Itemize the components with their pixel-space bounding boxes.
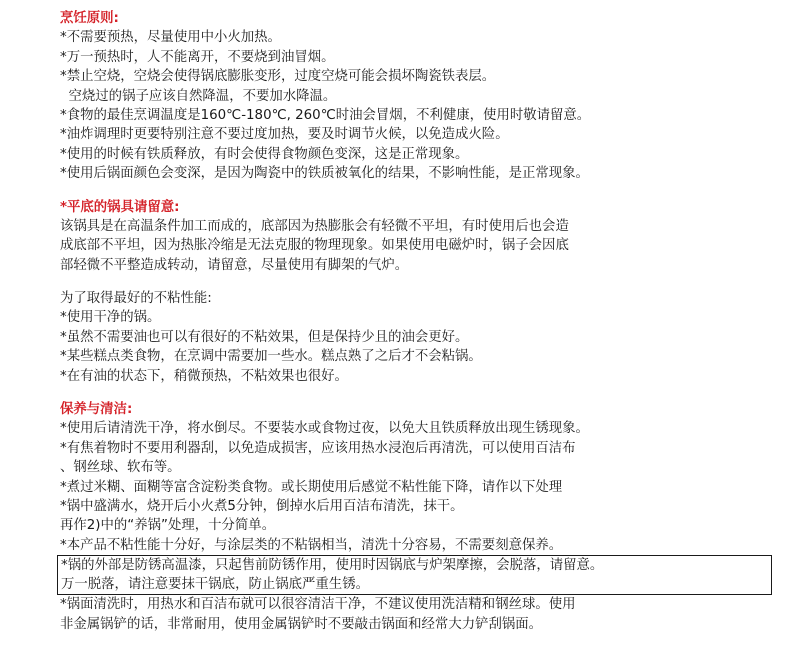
section-gap <box>60 275 780 289</box>
text-line: 万一脱落，请注意要抹干锅底，防止锅底严重生锈。 <box>61 577 369 593</box>
text-line: *在有油的状态下，稍微预热，不粘效果也很好。 <box>60 368 348 384</box>
text-line: 部轻微不平整造成转动，请留意，尽量使用有脚架的气炉。 <box>60 257 409 273</box>
text-line: *本产品不粘性能十分好，与涂层类的不粘锅相当，清洗十分容易，不需要刻意保养。 <box>60 537 563 553</box>
text-line: *锅的外部是防锈高温漆，只起售前防锈作用，使用时因锅底与炉架摩擦，会脱落，请留意。 <box>61 558 604 574</box>
text-line: *不需要预热，尽量使用中小火加热。 <box>60 30 281 46</box>
section-title: 烹饪原则: <box>60 11 119 26</box>
section-gap <box>60 386 780 400</box>
text-line: 成底部不平坦，因为热胀冷缩是无法克服的物理现象。如果使用电磁炉时，锅子会因底 <box>60 238 569 254</box>
text-line: *油炸调理时更要特别注意不要过度加热，要及时调节火候，以免造成火险。 <box>60 127 509 143</box>
text-line: 空烧过的锅子应该自然降温，不要加水降温。 <box>60 88 337 104</box>
section-care-cleaning <box>60 400 780 634</box>
text-line: 、钢丝球、软布等。 <box>60 460 181 476</box>
text-line: 再作2)中的“养锅”处理，十分简单。 <box>60 518 276 534</box>
text-line: *禁止空烧，空烧会使得锅底膨胀变形，过度空烧可能会损坏陶瓷铁表层。 <box>60 69 496 85</box>
section-cooking-principles <box>60 9 780 184</box>
text-line: *使用后请清洗干净，将水倒尽。不要装水或食物过夜，以免大且铁质释放出现生锈现象。 <box>60 421 589 437</box>
text-line: *煮过米糊、面糊等富含淀粉类食物。或长期使用后感觉不粘性能下降，请作以下处理 <box>60 479 563 495</box>
text-line: *锅中盛满水，烧开后小火煮5分钟，倒掉水后用百洁布清洗，抹干。 <box>60 498 464 514</box>
instructions-document <box>60 9 780 634</box>
text-line: *使用干净的锅。 <box>60 310 161 326</box>
text-line: 非金属锅铲的话，非常耐用，使用金属锅铲时不要敲击锅面和经常大力铲刮锅面。 <box>60 616 543 632</box>
section-gap <box>60 184 780 198</box>
section-title: 为了取得最好的不粘性能: <box>60 291 212 307</box>
text-line: *有焦着物时不要用利器刮，以免造成损害，应该用热水浸泡后再清洗，可以使用百洁布 <box>60 440 576 456</box>
text-line: *锅面清洗时，用热水和百洁布就可以很容清洁干净，不建议使用洗洁精和钢丝球。使用 <box>60 597 576 613</box>
text-line: *某些糕点类食物，在烹调中需要加一些水。糕点熟了之后才不会粘锅。 <box>60 349 482 365</box>
text-line: *虽然不需要油也可以有很好的不粘效果，但是保持少且的油会更好。 <box>60 329 469 345</box>
section-flat-bottom-pans <box>60 198 780 276</box>
text-line: *使用后锅面颜色会变深，是因为陶瓷中的铁质被氧化的结果，不影响性能，是正常现象。 <box>60 166 589 182</box>
section-title: *平底的锅具请留意: <box>60 199 180 215</box>
text-line: *食物的最佳烹调温度是160℃-180℃, 260℃时油会冒烟，不利健康，使用时敬请留意。 <box>60 107 591 123</box>
section-nonstick-tips <box>60 289 780 386</box>
text-line: *万一预热时，人不能离开，不要烧到油冒烟。 <box>60 49 335 65</box>
text-line: 该锅具是在高温条件加工而成的，底部因为热膨胀会有轻微不平坦，有时使用后也会造 <box>60 218 569 234</box>
text-line: *使用的时候有铁质释放，有时会使得食物颜色变深，这是正常现象。 <box>60 146 469 162</box>
highlighted-note-box <box>57 555 772 595</box>
section-title: 保养与清洁: <box>60 402 133 418</box>
